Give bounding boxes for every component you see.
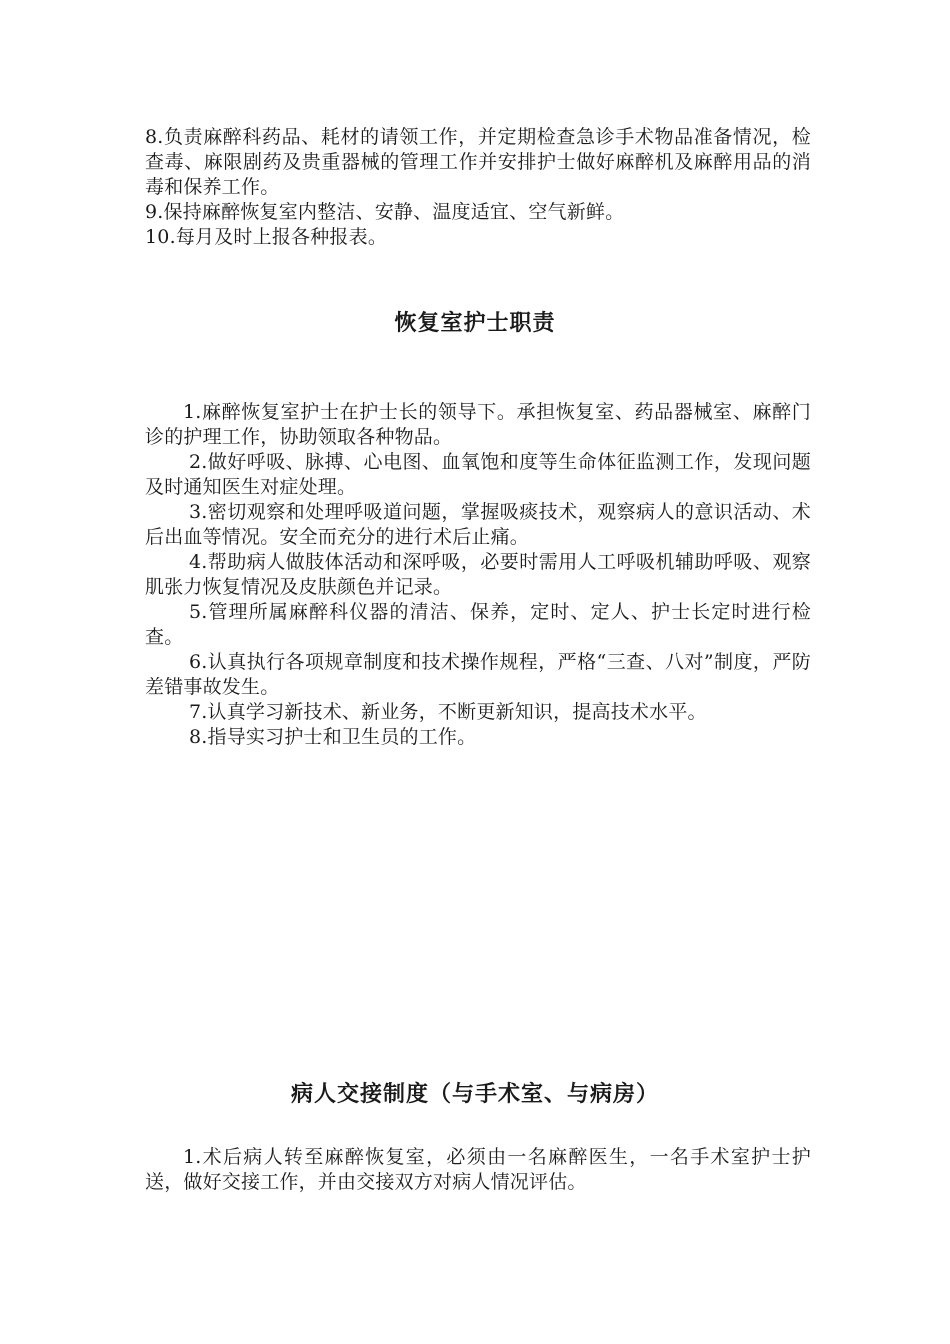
list-item: 8.负责麻醉科药品、耗材的请领工作，并定期检查急诊手术物品准备情况，检查毒、麻限剧药及贵重器械的管理工作并安排护士做好麻醉机及麻醉用品的消毒和保养工作。 (145, 126, 811, 198)
list-item: 7.认真学习新技术、新业务，不断更新知识，提高技术水平。 (189, 701, 707, 723)
list-item: 10.每月及时上报各种报表。 (145, 226, 388, 248)
list-item: 6.认真执行各项规章制度和技术操作规程，严格“三查、八对”制度，严防差错事故发生。 (145, 651, 811, 698)
section-2-title: 恢复室护士职责 (394, 311, 556, 336)
list-item: 8.指导实习护士和卫生员的工作。 (189, 726, 477, 748)
list-item: 9.保持麻醉恢复室内整洁、安静、温度适宜、空气新鲜。 (145, 201, 625, 223)
list-item: 1.术后病人转至麻醉恢复室，必须由一名麻醉医生，一名手术室护士护送，做好交接工作，并由交接双方对病人情况评估。 (145, 1146, 811, 1193)
section-3-list (145, 1145, 811, 1195)
list-item: 3.密切观察和处理呼吸道问题，掌握吸痰技术，观察病人的意识活动、术后出血等情况。安全而充分的进行术后止痛。 (145, 501, 811, 548)
section-1-list (145, 125, 811, 250)
list-item: 1.麻醉恢复室护士在护士长的领导下。承担恢复室、药品器械室、麻醉门诊的护理工作，协助领取各种物品。 (145, 401, 811, 448)
section-2-list (145, 400, 811, 750)
list-item: 4.帮助病人做肢体活动和深呼吸，必要时需用人工呼吸机辅助呼吸、观察肌张力恢复情况及皮肤颜色并记录。 (145, 551, 811, 598)
list-item: 2.做好呼吸、脉搏、心电图、血氧饱和度等生命体征监测工作，发现问题及时通知医生对症处理。 (145, 451, 811, 498)
section-3-title: 病人交接制度（与手术室、与病房） (290, 1082, 659, 1107)
list-item: 5.管理所属麻醉科仪器的清洁、保养，定时、定人、护士长定时进行检查。 (145, 601, 811, 648)
